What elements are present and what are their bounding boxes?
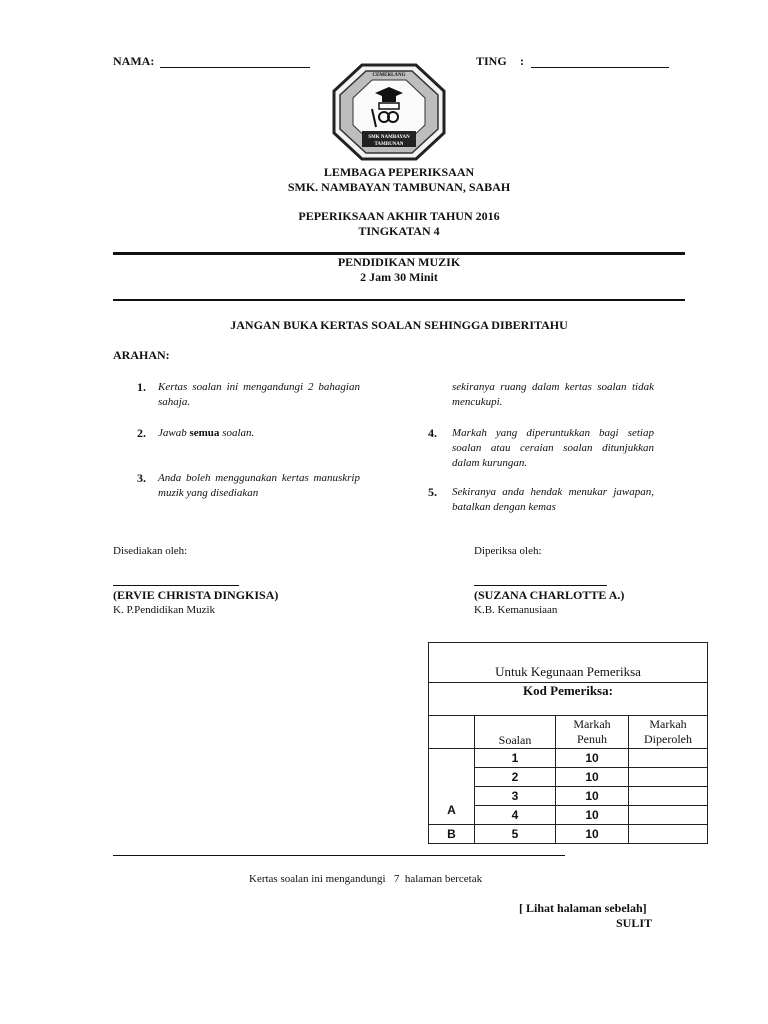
examiner-table-title: Untuk Kegunaan Pemeriksa <box>429 643 708 683</box>
instruction-1-text: Kertas soalan ini mengandungi 2 bahagian sahaja. <box>158 381 360 408</box>
full-mark: 10 <box>556 825 629 844</box>
classification-label: SULIT <box>616 916 653 930</box>
header-empty-cell <box>429 716 475 749</box>
page-count-text: Kertas soalan ini mengandungi 7 halaman bercetak <box>249 873 483 885</box>
table-row <box>429 749 708 768</box>
crest-banner-text-1: SMK NAMBAYAN <box>368 135 410 140</box>
form-level-title: TINGKATAN 4 <box>358 224 440 238</box>
instruction-4-text: Markah yang diperuntukkan bagi setiap soalan atau ceraian soalan ditunjukkan dalam kurungan. <box>452 427 654 469</box>
obtained-mark-input[interactable] <box>629 825 708 844</box>
question-number: 3 <box>475 787 556 806</box>
prepared-by-signature-line <box>113 585 239 586</box>
examiner-code-label: Kod Pemeriksa: <box>429 683 708 716</box>
full-mark: 10 <box>556 749 629 768</box>
crest-top-text: CEMERLANG <box>372 73 406 78</box>
instruction-4-number: 4. <box>428 426 437 440</box>
col-header-soalan: Soalan <box>475 716 556 749</box>
table-row <box>429 825 708 844</box>
bottom-rule <box>113 299 685 301</box>
question-number: 1 <box>475 749 556 768</box>
instructions-heading: ARAHAN: <box>113 348 170 362</box>
instruction-3-continued: sekiranya ruang dalam kertas soalan tidak mencukupi. <box>452 381 654 408</box>
prepared-by-name: (ERVIE CHRISTA DINGKISA) <box>113 588 279 602</box>
full-mark: 10 <box>556 768 629 787</box>
instruction-3-number: 3. <box>137 471 146 485</box>
school-title: SMK. NAMBAYAN TAMBUNAN, SABAH <box>287 180 511 194</box>
question-number: 4 <box>475 806 556 825</box>
checked-by-role: K.B. Kemanusiaan <box>474 604 558 616</box>
instruction-3-text: Anda boleh menggunakan kertas manuskrip muzik yang disediakan <box>158 472 360 499</box>
exam-title: PEPERIKSAAN AKHIR TAHUN 2016 <box>298 209 500 223</box>
checked-by-name: (SUZANA CHARLOTTE A.) <box>474 588 625 602</box>
instruction-1-number: 1. <box>137 380 146 394</box>
question-number: 5 <box>475 825 556 844</box>
prepared-by-label: Disediakan oleh: <box>113 545 188 557</box>
instruction-5-number: 5. <box>428 485 437 499</box>
crest-banner-text-2: TAMBUNAN <box>374 142 404 147</box>
name-field-line[interactable] <box>160 67 310 68</box>
question-number: 2 <box>475 768 556 787</box>
checked-by-signature-line <box>474 585 607 586</box>
full-mark: 10 <box>556 806 629 825</box>
prepared-by-role: K. P.Pendidikan Muzik <box>113 604 216 616</box>
form-colon: : <box>520 54 524 68</box>
footer-rule <box>113 855 565 856</box>
examiner-table <box>428 642 708 844</box>
full-mark: 10 <box>556 787 629 806</box>
obtained-mark-input[interactable] <box>629 768 708 787</box>
section-a-cell: A <box>429 749 475 825</box>
instruction-2-text: Jawab semua soalan. <box>158 427 255 439</box>
warning-text: JANGAN BUKA KERTAS SOALAN SEHINGGA DIBERITAHU <box>230 318 568 332</box>
obtained-mark-input[interactable] <box>629 806 708 825</box>
duration-text: 2 Jam 30 Minit <box>360 270 438 284</box>
section-b-cell: B <box>429 825 475 844</box>
form-field-line[interactable] <box>531 67 669 68</box>
instruction-5-text: Sekiranya anda hendak menukar jawapan, batalkan dengan kemas <box>452 486 654 513</box>
col-header-obtained-marks: Markah Diperoleh <box>629 716 708 749</box>
col-header-full-marks: Markah Penuh <box>556 716 629 749</box>
obtained-mark-input[interactable] <box>629 749 708 768</box>
form-label: TING <box>476 54 507 68</box>
subject-title: PENDIDIKAN MUZIK <box>337 255 461 269</box>
next-page-note: [ Lihat halaman sebelah] <box>519 901 647 915</box>
obtained-mark-input[interactable] <box>629 787 708 806</box>
school-crest-logo <box>332 63 446 161</box>
name-label: NAMA: <box>113 54 155 68</box>
board-title: LEMBAGA PEPERIKSAAN <box>323 165 475 179</box>
checked-by-label: Diperiksa oleh: <box>474 545 542 557</box>
instruction-2-number: 2. <box>137 426 146 440</box>
